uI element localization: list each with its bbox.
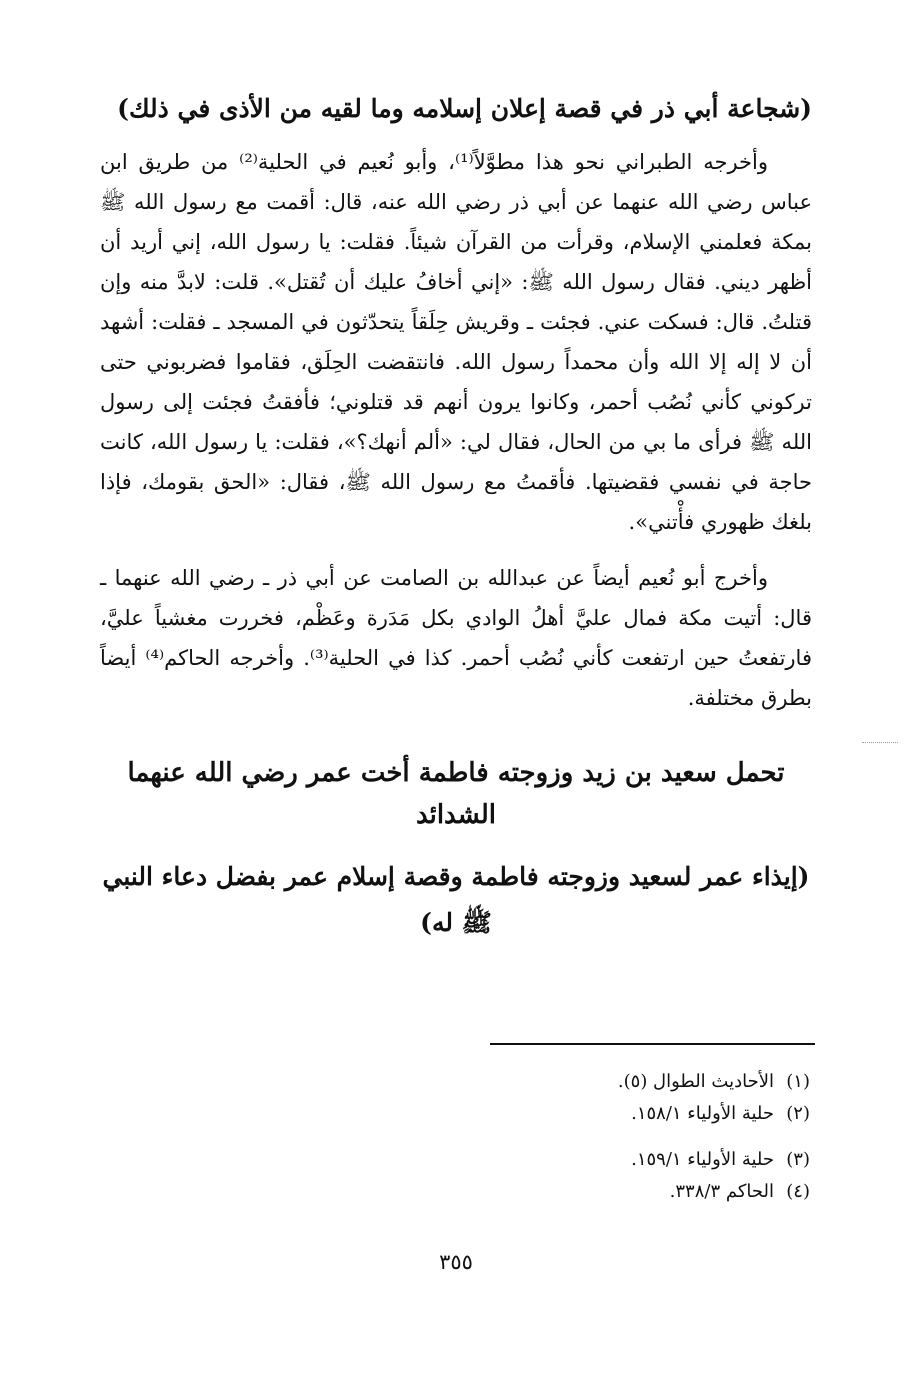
footnote-number: (١)	[786, 1071, 810, 1092]
footnote-number: (٣)	[786, 1149, 810, 1170]
paragraph-tabarani: وأخرجه الطبراني نحو هذا مطوَّلاً⁽¹⁾، وأبو نُعيم في الحلية⁽²⁾ من طريق ابن عباس رضي الله عنهما عن أبي ذر رضي الله عنه، قال: أقمت مع رسول الله ﷺ بمكة فعلمني الإسلام، وقرأت من القرآن شيئاً. فقلت: يا رسول الله، إني أريد أن أظهر ديني. فقال رسول الله ﷺ: «إني أخافُ عليك أن تُقتل». قلت: لابدَّ منه وإن قتلتُ. قال: فسكت عني. فجئت ـ وقريش حِلَقاً يتحدّثون في المسجد ـ فقلت: أشهد أن لا إله إلا الله وأن محمداً رسول الله. فانتقضت الحِلَق، فقاموا فضربوني حتى تركوني كأني نُصُب أحمر، وكانوا يرون أنهم قد قتلوني؛ فأفقتُ فجئت إلى رسول الله ﷺ فرأى ما بي من الحال، فقال لي: «ألم أنهك؟»، فقلت: يا رسول الله، كانت حاجة في نفسي فقضيتها. فأقمتُ مع رسول الله ﷺ، فقال: «الحق بقومك، فإذا بلغك ظهوري فأْتني».	[100, 150, 812, 534]
footnote-text: الأحاديث الطوال (٥).	[617, 1071, 774, 1092]
footnote-text: الحاكم ٣٣٨/٣.	[669, 1181, 774, 1202]
footnotes	[440, 1066, 810, 1208]
footnote-text: حلية الأولياء ١٥٩/١.	[631, 1149, 774, 1170]
footnote-number: (٢)	[786, 1103, 810, 1124]
footnote-item	[440, 1144, 810, 1176]
section-heading: تحمل سعيد بن زيد وزوجته فاطمة أخت عمر رضي الله عنهما الشدائد	[127, 758, 785, 830]
footnote-divider	[490, 1043, 815, 1045]
page-body	[100, 90, 812, 946]
margin-mark	[862, 742, 898, 743]
sub-heading: (إيذاء عمر لسعيد وزوجته فاطمة وقصة إسلام عمر بفضل دعاء النبي ﷺ له)	[102, 862, 810, 937]
footnote-item	[440, 1176, 810, 1208]
footnote-text: حلية الأولياء ١٥٨/١.	[631, 1103, 774, 1124]
paragraph-abu-nuaim: وأخرج أبو نُعيم أيضاً عن عبدالله بن الصامت عن أبي ذر ـ رضي الله عنهما ـ قال: أتيت مكة فمال عليَّ أهلُ الوادي بكل مَدَرة وعَظْم، فخررت مغشياً عليَّ، فارتفعتُ حين ارتفعت كأني نُصُب أحمر. كذا في الحلية⁽³⁾. وأخرجه الحاكم⁽⁴⁾ أيضاً بطرق مختلفة.	[100, 566, 812, 710]
footnote-item	[440, 1098, 810, 1130]
story-heading: (شجاعة أبي ذر في قصة إعلان إسلامه وما لقيه من الأذى في ذلك)	[117, 94, 812, 123]
page-number: ٣٥٥	[439, 1250, 473, 1274]
footnote-item	[440, 1066, 810, 1098]
footnote-number: (٤)	[786, 1181, 810, 1202]
